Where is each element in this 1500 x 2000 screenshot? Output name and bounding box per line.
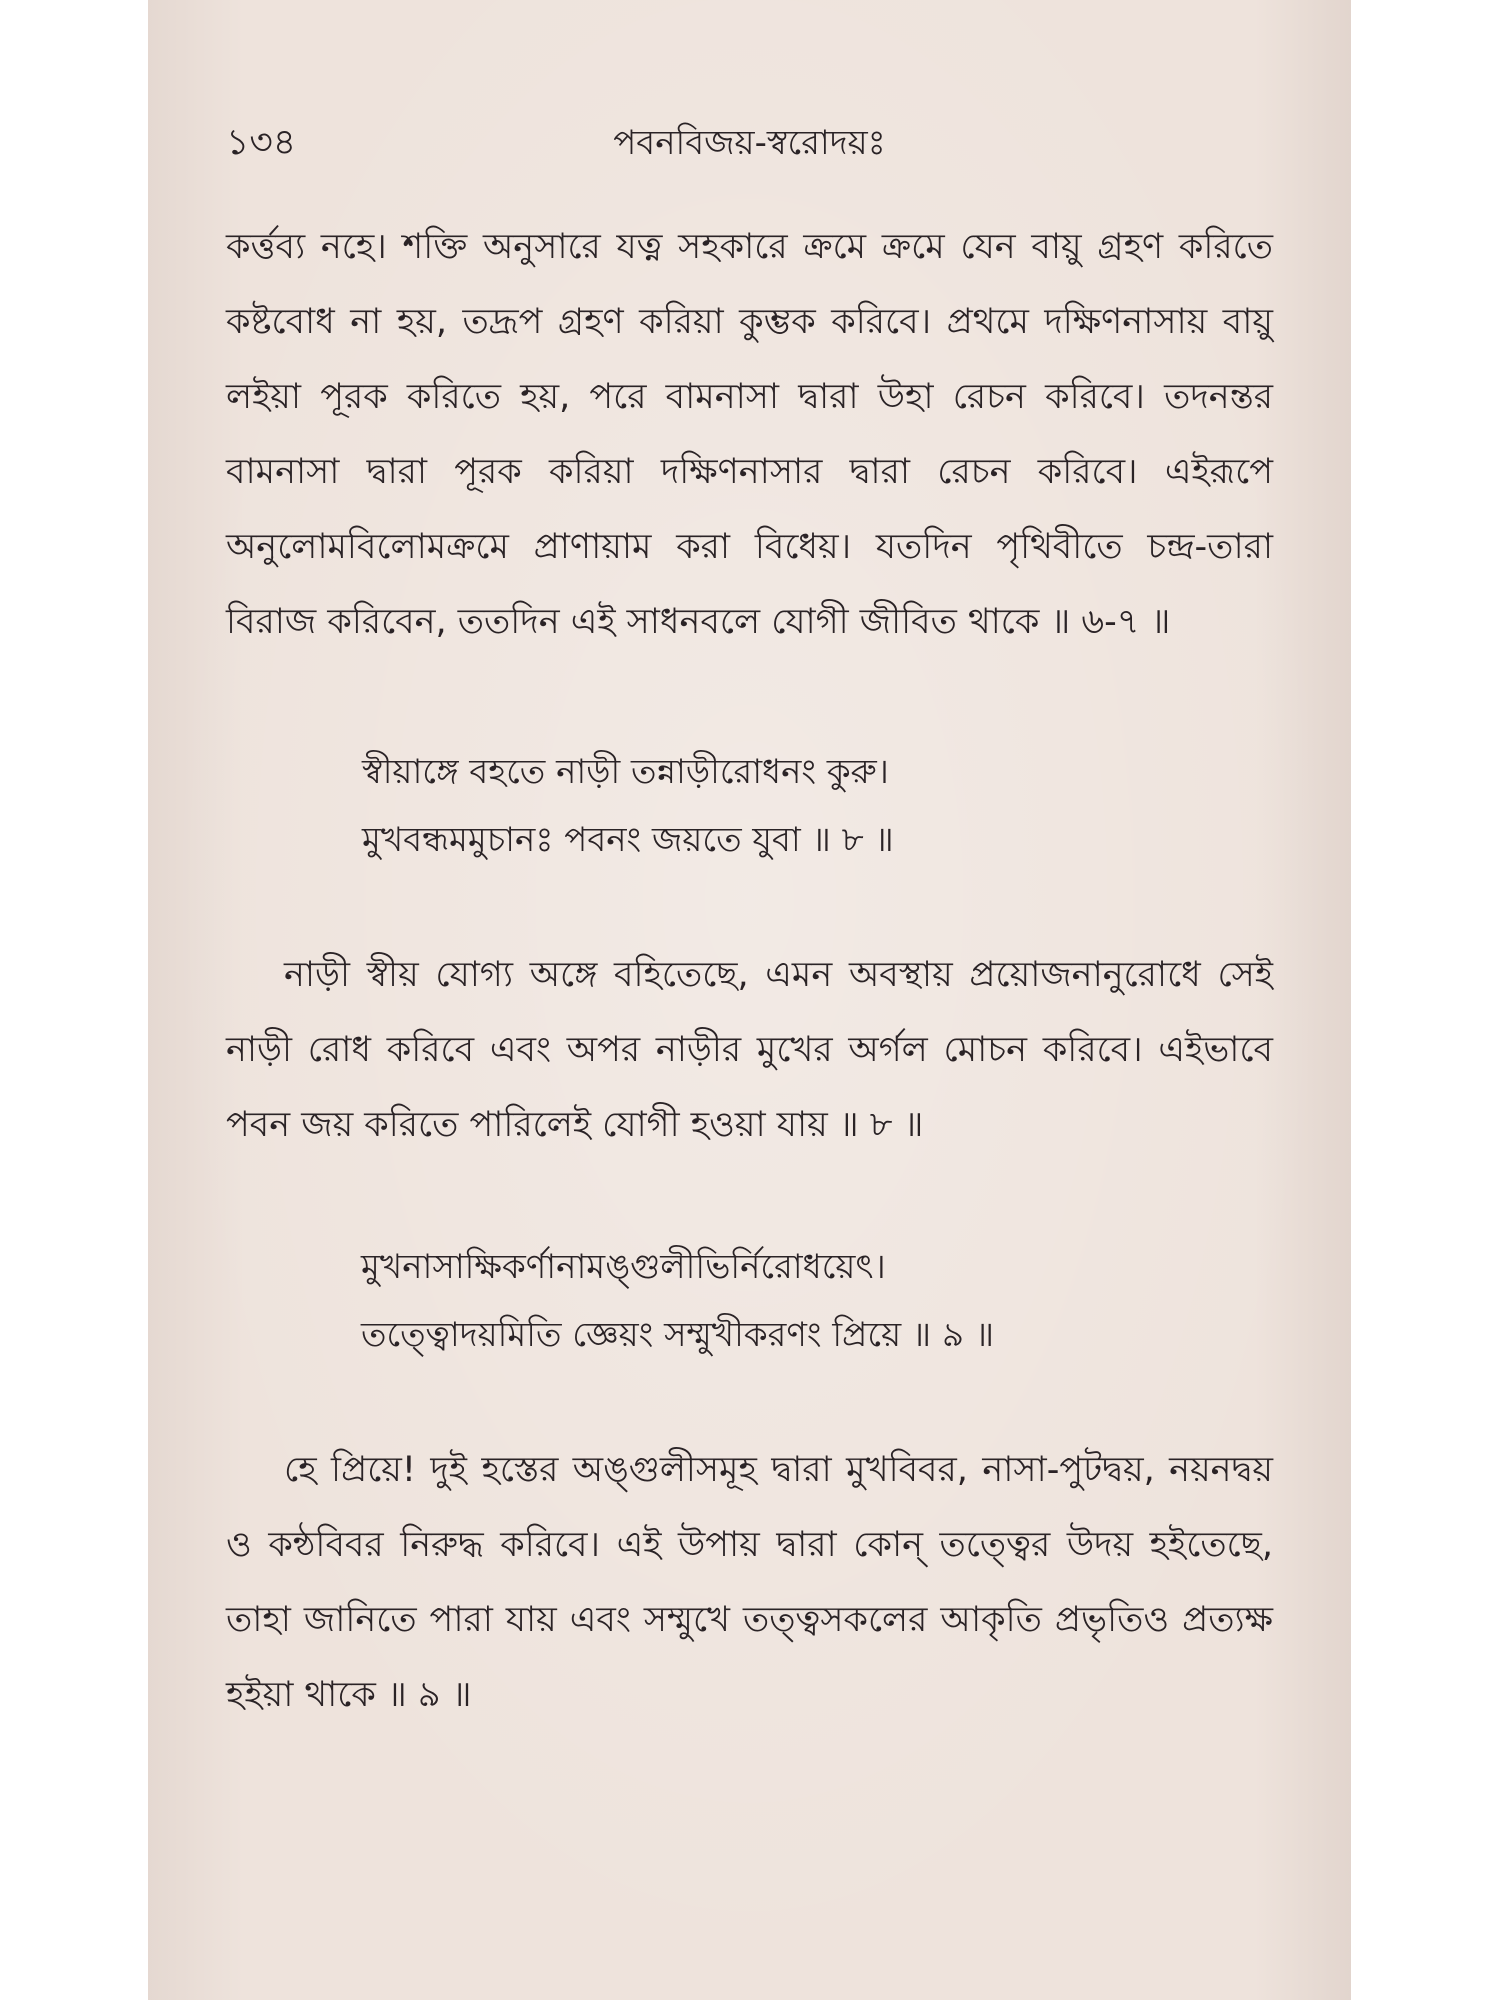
sanskrit-verse <box>226 738 1273 874</box>
commentary-paragraph: কর্ত্তব্য নহে। শক্তি অনুসারে যত্ন সহকারে ক্রমে ক্রমে যেন বায়ু গ্রহণ করিতে কষ্টবোধ না হয়, তদ্রূপ গ্রহণ করিয়া কুম্ভক করিবে। প্রথমে দক্ষিণনাসায় বায়ু লইয়া পূরক করিতে হয়, পরে বামনাসা দ্বারা উহা রেচন করিবে। তদনন্তর বামনাসা দ্বারা পূরক করিয়া দক্ষিণনাসার দ্বারা রেচন করিবে। এইরূপে অনুলোমবিলোমক্রমে প্রাণায়াম করা বিধেয়। যতদিন পৃথিবীতে চন্দ্র-তারা বিরাজ করিবেন, ততদিন এই সাধনবলে যোগী জীবিত থাকে ॥ ৬-৭ ॥ <box>226 227 1273 642</box>
verse-line: মুখবন্ধমমুচানঃ পবনং জয়তে যুবা ॥ ৮ ॥ <box>362 820 894 860</box>
verse-line: মুখনাসাক্ষিকর্ণানামঙ্গুলীভির্নিরোধয়েৎ। <box>361 1247 886 1287</box>
running-title: পবনবিজয়-স্বরোদয়ঃ <box>613 123 886 163</box>
commentary-paragraph: নাড়ী স্বীয় যোগ্য অঙ্গে বহিতেছে, এমন অবস্থায় প্রয়োজনানুরোধে সেই নাড়ী রোধ করিবে এবং অপর নাড়ীর মুখের অর্গল মোচন করিবে। এইভাবে পবন জয় করিতে পারিলেই যোগী হওয়া যায় ॥ ৮ ॥ <box>226 955 1273 1145</box>
verse-line: তত্ত্বোদয়মিতি জ্ঞেয়ং সম্মুখীকরণং প্রিয়ে ॥ ৯ ॥ <box>361 1315 995 1355</box>
commentary-paragraph: হে প্রিয়ে! দুই হস্তের অঙ্গুলীসমূহ দ্বারা মুখবিবর, নাসা-পুটদ্বয়, নয়নদ্বয় ও কন্ঠবিবর নিরুদ্ধ করিবে। এই উপায় দ্বারা কোন্ তত্ত্বের উদয় হইতেছে, তাহা জানিতে পারা যায় এবং সম্মুখে তত্ত্বসকলের আকৃতি প্রভৃতিও প্রত্যক্ষ হইয়া থাকে ॥ ৯ ॥ <box>226 1450 1273 1715</box>
sanskrit-verse <box>226 1233 1273 1369</box>
verse-line: স্বীয়াঙ্গে বহতে নাড়ী তন্নাড়ীরোধনং কুরু। <box>362 752 889 792</box>
page-header <box>226 118 1273 168</box>
book-page <box>148 0 1351 2000</box>
page-number: ১৩৪ <box>226 122 297 163</box>
page-body <box>226 210 1273 1733</box>
